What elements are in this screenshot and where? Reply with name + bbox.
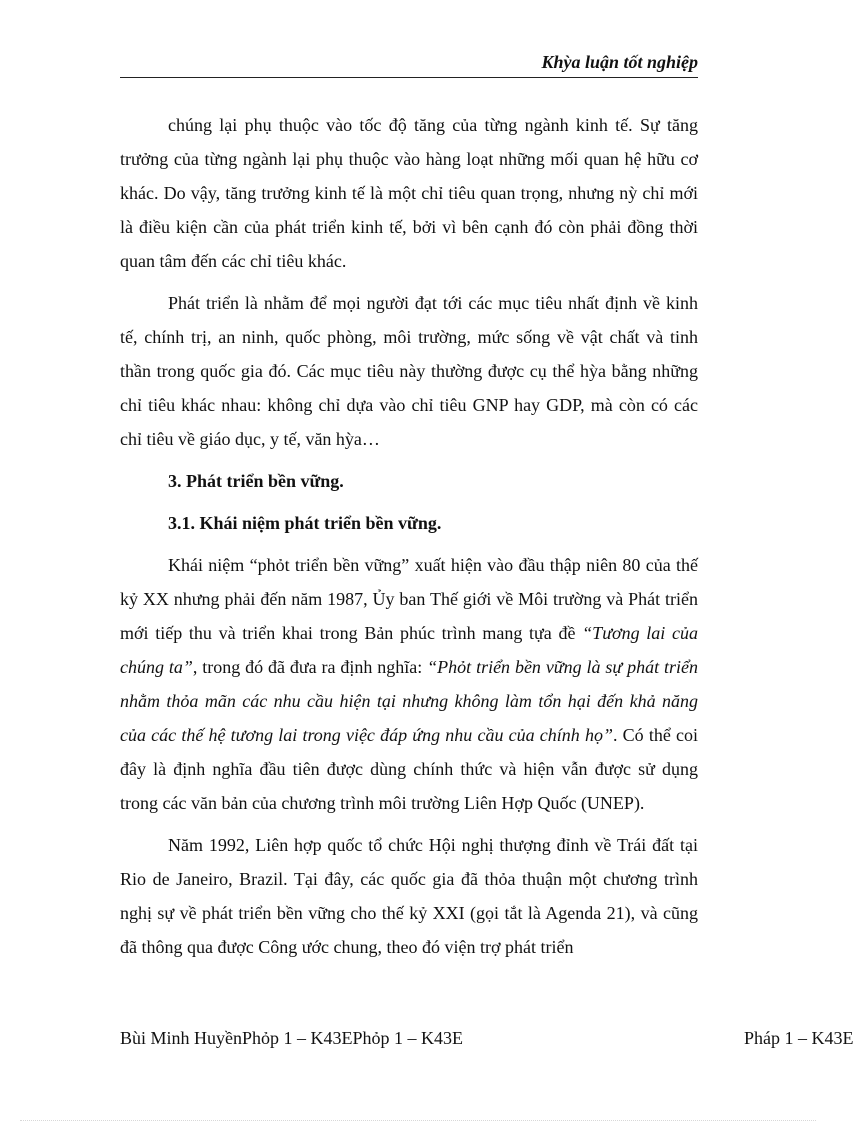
header-title: Khỳa luận tốt nghiệp xyxy=(541,52,698,72)
italic-title: “Tương lai của chúng ta” xyxy=(120,623,698,677)
body-paragraph-3 xyxy=(120,548,698,820)
page-bottom-divider xyxy=(20,1120,816,1121)
body-paragraph-2: Phát triển là nhằm để mọi người đạt tới các mục tiêu nhất định về kinh tế, chính trị, an ninh, quốc phòng, môi trường, mức sống về vật chất và tinh thần trong quốc gia đó. Các mục tiêu này thường được cụ thể hỳa bằng những chỉ tiêu khác nhau: không chỉ dựa vào chỉ tiêu GNP hay GDP, mà còn có các chỉ tiêu về giáo dục, y tế, văn hỳa… xyxy=(120,293,698,449)
text-run: . Có thể coi đây là định nghĩa đầu tiên được dùng chính thức và hiện vẫn được sử dụng trong các văn bản của chương trình môi trường Liên Hợp Quốc (UNEP). xyxy=(120,725,698,813)
section-heading: 3. Phát triển bền vững. xyxy=(168,471,344,491)
document-body xyxy=(120,108,698,964)
body-paragraph-1: chúng lại phụ thuộc vào tốc độ tăng của từng ngành kinh tế. Sự tăng trưởng của từng ngành lại phụ thuộc vào hàng loạt những mối quan hệ hữu cơ khác. Do vậy, tăng trưởng kinh tế là một chỉ tiêu quan trọng, nhưng nỳ chỉ mới là điều kiện cần của phát triển kinh tế, bởi vì bên cạnh đó còn phải đồng thời quan tâm đến các chỉ tiêu khác. xyxy=(120,115,698,271)
body-paragraph-4: Năm 1992, Liên hợp quốc tổ chức Hội nghị thượng đỉnh về Trái đất tại Rio de Janeiro, Brazil. Tại đây, các quốc gia đã thỏa thuận một chương trình nghị sự về phát triển bền vững cho thế kỷ XXI (gọi tắt là Agenda 21), và cũng đã thông qua được Công ước chung, theo đó viện trợ phát triển xyxy=(120,835,698,957)
text-run: , trong đó đã đưa ra định nghĩa: xyxy=(192,657,428,677)
subsection-heading: 3.1. Khái niệm phát triển bền vững. xyxy=(168,513,442,533)
italic-definition: “Phỏt triển bền vững là sự phát triển nhằm thỏa mãn các nhu cầu hiện tại nhưng không làm tổn hại đến khả năng của các thế hệ tương lai trong việc đáp ứng nhu cầu của chính họ” xyxy=(120,657,698,745)
footer-class: Pháp 1 – K43E xyxy=(744,1028,854,1048)
text-run: Khái niệm “phỏt triển bền vững” xuất hiện vào đầu thập niên 80 của thế kỷ XX nhưng phải đến năm 1987, Ủy ban Thế giới về Môi trường và Phát triển mới tiếp thu và triển khai trong Bản phúc trình mang tựa đề xyxy=(120,555,698,643)
footer-author: Bùi Minh HuyềnPhỏp 1 – K43EPhỏp 1 – K43E xyxy=(120,1028,464,1048)
header-divider xyxy=(120,77,698,78)
